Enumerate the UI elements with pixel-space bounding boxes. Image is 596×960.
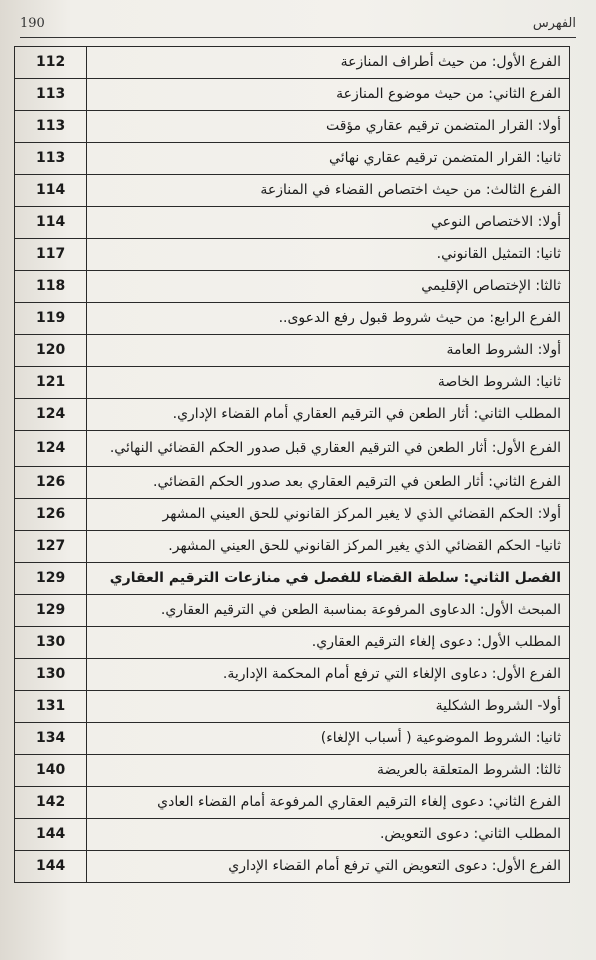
toc-entry-text: المبحث الأول: الدعاوى المرفوعة بمناسبة الطعن في الترقيم العقاري. <box>87 595 570 627</box>
toc-entry-text: أولا- الشروط الشكلية <box>87 691 570 723</box>
toc-entry-text: ثانيا: القرار المتضمن ترقيم عقاري نهائي <box>87 143 570 175</box>
toc-row <box>15 303 570 335</box>
toc-row <box>15 207 570 239</box>
toc-entry-page: 129 <box>15 563 87 595</box>
toc-entry-text: الفصل الثاني: سلطة القضاء للفصل في منازعات الترقيم العقاري <box>87 563 570 595</box>
toc-entry-page: 131 <box>15 691 87 723</box>
toc-entry-text: الفرع الأول: دعاوى الإلغاء التي ترفع أمام المحكمة الإدارية. <box>87 659 570 691</box>
toc-row <box>15 499 570 531</box>
toc-entry-page: 129 <box>15 595 87 627</box>
running-title: الفهرس <box>532 16 576 31</box>
toc-entry-text: الفرع الثاني: دعوى إلغاء الترقيم العقاري المرفوعة أمام القضاء العادي <box>87 787 570 819</box>
header-rule <box>20 37 576 38</box>
toc-entry-text: الفرع الثاني: من حيث موضوع المنازعة <box>87 79 570 111</box>
toc-entry-text: ثانيا- الحكم القضائي الذي يغير المركز القانوني للحق العيني المشهر. <box>87 531 570 563</box>
toc-entry-text: المطلب الأول: دعوى إلغاء الترقيم العقاري. <box>87 627 570 659</box>
toc-entry-text: الفرع الثاني: أثار الطعن في الترقيم العقاري بعد صدور الحكم القضائي. <box>87 467 570 499</box>
toc-row <box>15 239 570 271</box>
page-header <box>20 14 576 38</box>
toc-entry-text: الفرع الرابع: من حيث شروط قبول رفع الدعوى.. <box>87 303 570 335</box>
toc-entry-page: 117 <box>15 239 87 271</box>
toc-entry-text: الفرع الأول: دعوى التعويض التي ترفع أمام القضاء الإداري <box>87 851 570 883</box>
toc-entry-page: 142 <box>15 787 87 819</box>
toc-row <box>15 723 570 755</box>
toc-entry-text: ثانيا: التمثيل القانوني. <box>87 239 570 271</box>
toc-row <box>15 79 570 111</box>
toc-entry-page: 124 <box>15 431 87 467</box>
toc-entry-text: ثانيا: الشروط الخاصة <box>87 367 570 399</box>
toc-row <box>15 851 570 883</box>
toc-entry-text: أولا: الشروط العامة <box>87 335 570 367</box>
toc-row <box>15 819 570 851</box>
toc-entry-page: 144 <box>15 851 87 883</box>
toc-row <box>15 755 570 787</box>
toc-entry-page: 119 <box>15 303 87 335</box>
toc-entry-page: 114 <box>15 175 87 207</box>
table-of-contents <box>14 46 570 883</box>
toc-entry-text: ثالثا: الإختصاص الإقليمي <box>87 271 570 303</box>
toc-entry-text: المطلب الثاني: دعوى التعويض. <box>87 819 570 851</box>
toc-row <box>15 787 570 819</box>
toc-entry-page: 120 <box>15 335 87 367</box>
page-number: 190 <box>20 16 45 31</box>
toc-row <box>15 531 570 563</box>
toc-entry-text: ثانيا: الشروط الموضوعية ( أسباب الإلغاء) <box>87 723 570 755</box>
toc-entry-page: 113 <box>15 111 87 143</box>
toc-entry-text: ثالثا: الشروط المتعلقة بالعريضة <box>87 755 570 787</box>
toc-entry-page: 112 <box>15 47 87 79</box>
toc-entry-page: 121 <box>15 367 87 399</box>
toc-row <box>15 399 570 431</box>
toc-entry-page: 127 <box>15 531 87 563</box>
toc-row <box>15 335 570 367</box>
toc-row <box>15 431 570 467</box>
toc-row <box>15 47 570 79</box>
toc-entry-text: أولا: الحكم القضائي الذي لا يغير المركز القانوني للحق العيني المشهر <box>87 499 570 531</box>
toc-entry-page: 130 <box>15 659 87 691</box>
toc-entry-page: 130 <box>15 627 87 659</box>
toc-entry-text: الفرع الأول: من حيث أطراف المنازعة <box>87 47 570 79</box>
toc-row <box>15 659 570 691</box>
toc-row <box>15 627 570 659</box>
toc-entry-page: 113 <box>15 79 87 111</box>
toc-entry-page: 124 <box>15 399 87 431</box>
toc-entry-page: 140 <box>15 755 87 787</box>
toc-entry-page: 118 <box>15 271 87 303</box>
toc-row <box>15 143 570 175</box>
toc-row <box>15 175 570 207</box>
toc-row-chapter <box>15 563 570 595</box>
toc-entry-text: المطلب الثاني: أثار الطعن في الترقيم العقاري أمام القضاء الإداري. <box>87 399 570 431</box>
toc-row <box>15 367 570 399</box>
toc-entry-page: 126 <box>15 467 87 499</box>
toc-entry-text: الفرع الأول: أثار الطعن في الترقيم العقاري قبل صدور الحكم القضائي النهائي. <box>87 431 570 467</box>
toc-entry-page: 126 <box>15 499 87 531</box>
toc-entry-text: أولا: القرار المتضمن ترقيم عقاري مؤقت <box>87 111 570 143</box>
toc-row <box>15 271 570 303</box>
toc-row <box>15 467 570 499</box>
toc-entry-text: الفرع الثالث: من حيث اختصاص القضاء في المنازعة <box>87 175 570 207</box>
toc-entry-page: 114 <box>15 207 87 239</box>
toc-entry-text: أولا: الاختصاص النوعي <box>87 207 570 239</box>
toc-row <box>15 691 570 723</box>
toc-row <box>15 111 570 143</box>
toc-entry-page: 144 <box>15 819 87 851</box>
toc-entry-page: 134 <box>15 723 87 755</box>
toc-entry-page: 113 <box>15 143 87 175</box>
toc-row <box>15 595 570 627</box>
